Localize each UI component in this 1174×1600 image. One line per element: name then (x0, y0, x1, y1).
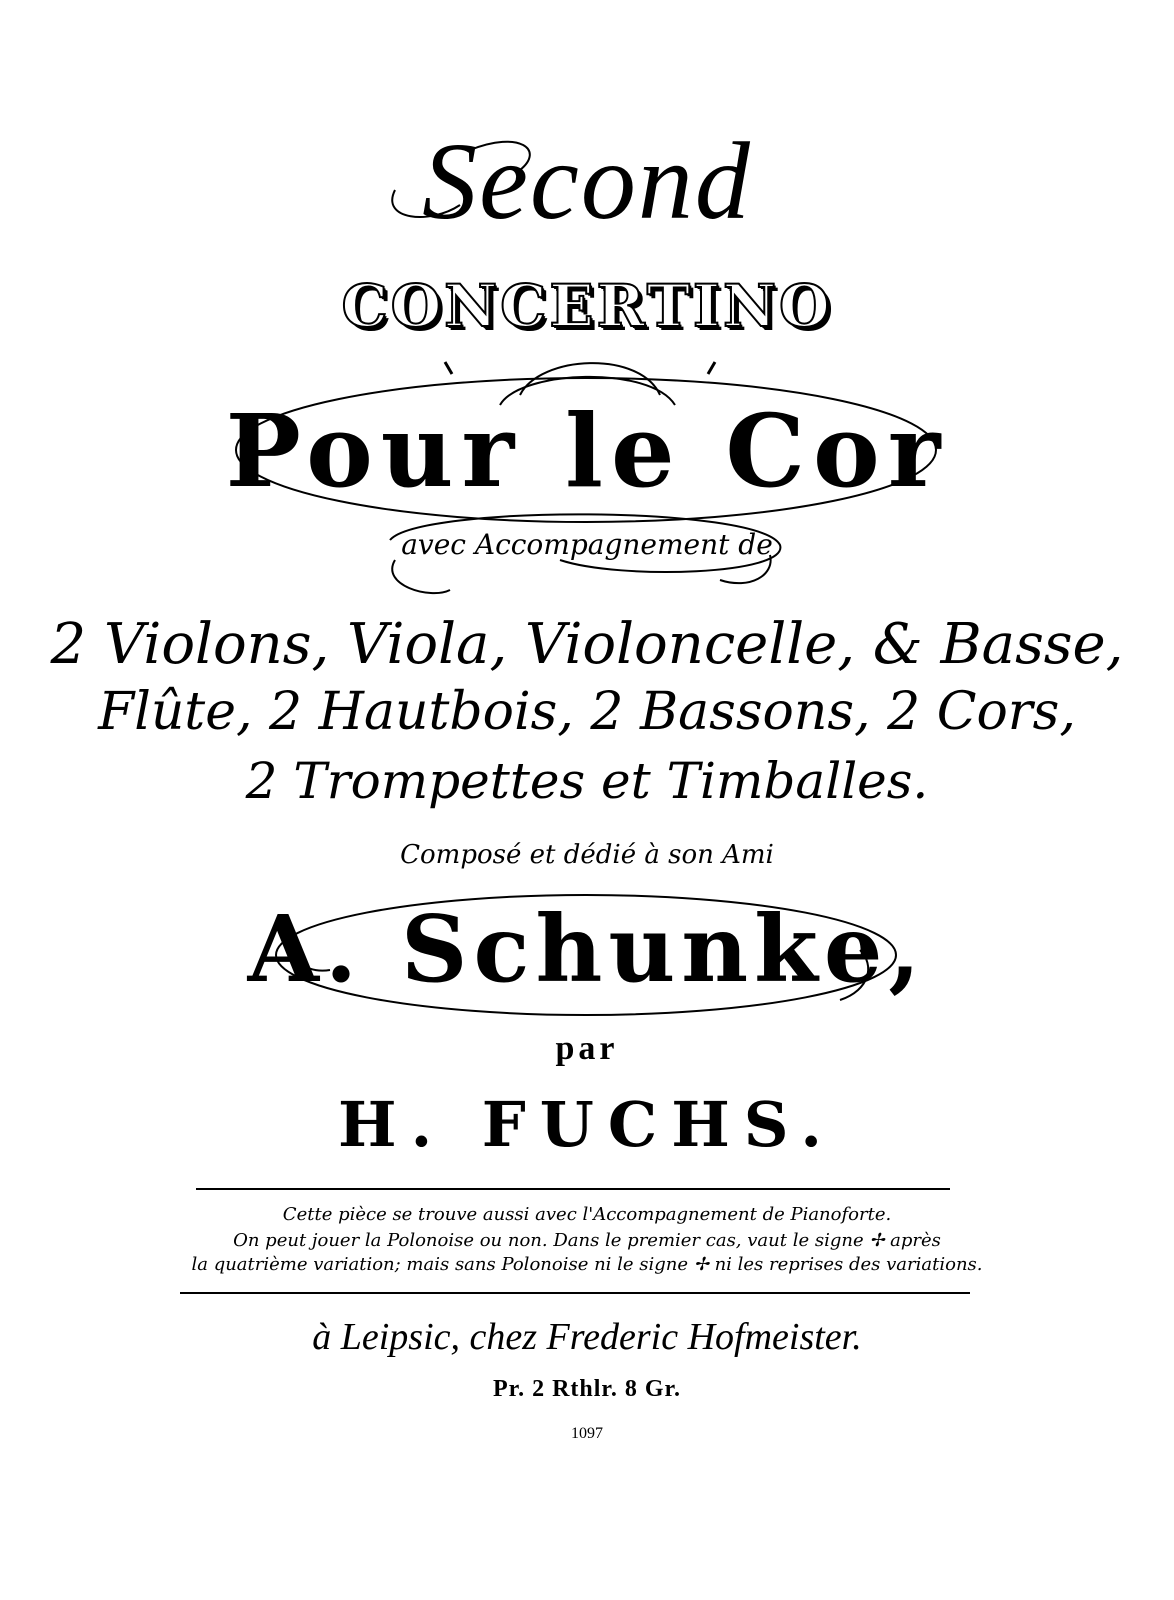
dedicatee-name: A. Schunke, (247, 895, 927, 1003)
instrumentation-line-3: 2 Trompettes et Timballes. (245, 752, 929, 810)
composer-name: H. FUCHS. (338, 1088, 836, 1161)
by-label: par (555, 1030, 619, 1067)
publisher-line: à Leipsic, chez Frederic Hofmeister. (312, 1316, 862, 1358)
accompaniment-intro: avec Accompagnement de (401, 528, 773, 561)
divider-top (196, 1188, 950, 1190)
instrumentation-line-1: 2 Violons, Viola, Violoncelle, & Basse, (50, 612, 1124, 677)
price-line: Pr. 2 Rthlr. 8 Gr. (492, 1376, 681, 1402)
note-line-1: Cette pièce se trouve aussi avec l'Accompagnement de Pianoforte. (282, 1204, 892, 1225)
title-pour-le-cor: Pour le Cor (225, 392, 949, 510)
note-line-3: la quatrième variation; mais sans Polonoise ni le signe ✢ ni les reprises des variations. (191, 1254, 983, 1275)
instrumentation-line-2: Flûte, 2 Hautbois, 2 Bassons, 2 Cors, (98, 682, 1076, 742)
dedication-intro: Composé et dédié à son Ami (400, 840, 774, 870)
plate-number: 1097 (571, 1425, 603, 1442)
divider-bottom (180, 1292, 970, 1294)
note-line-2: On peut jouer la Polonoise ou non. Dans le premier cas, vaut le signe ✢ après (233, 1230, 941, 1251)
title-concertino: CONCERTINO (341, 272, 833, 340)
title-second: Second (422, 120, 752, 242)
